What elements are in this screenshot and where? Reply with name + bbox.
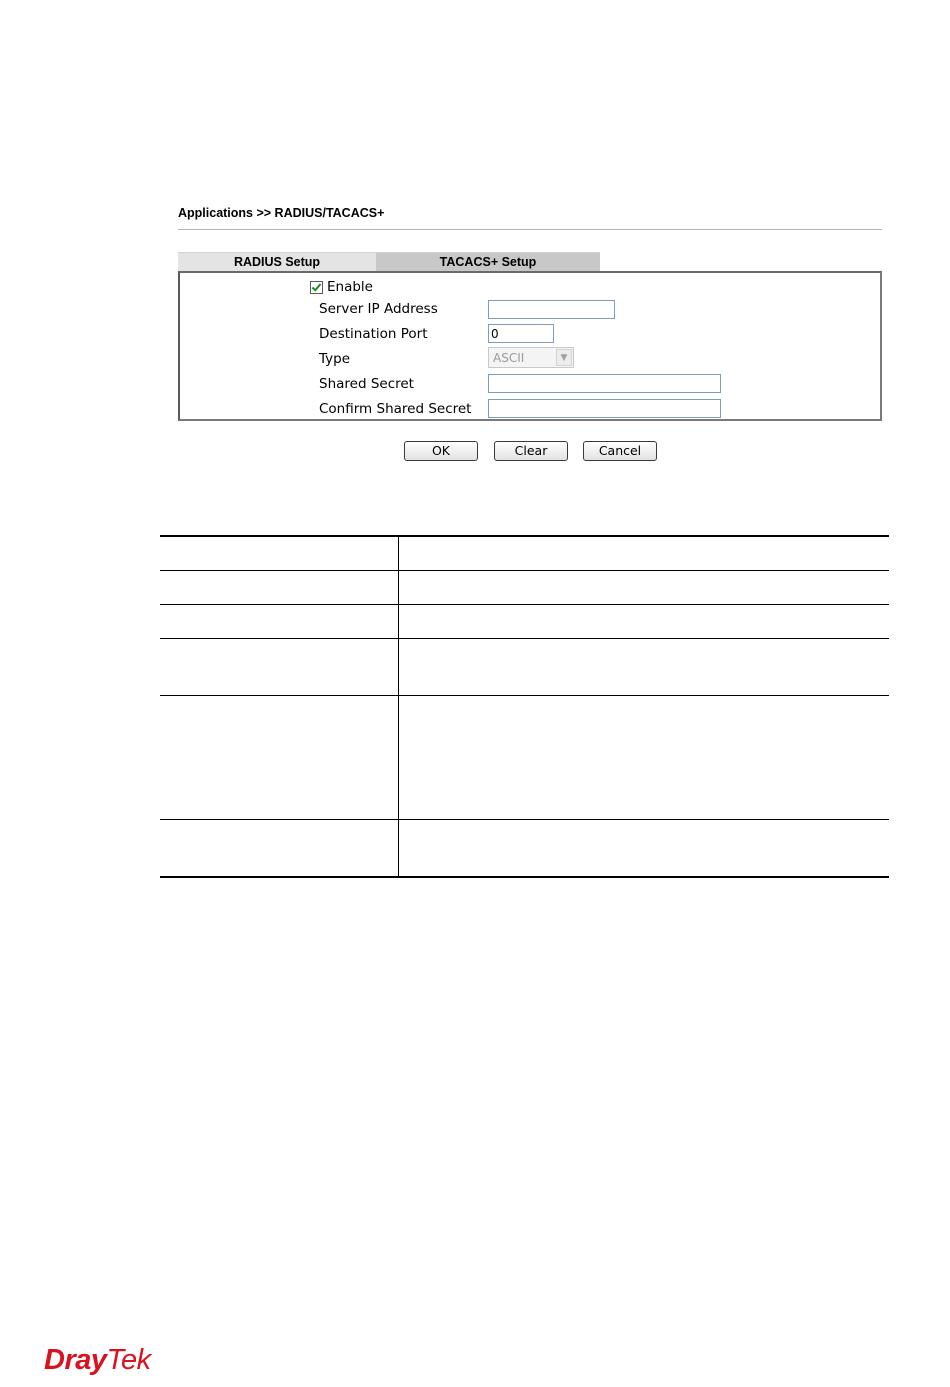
tab-radius-setup[interactable]: RADIUS Setup — [178, 252, 376, 271]
table-top-border — [160, 535, 889, 537]
enable-label: Enable — [327, 279, 373, 295]
table-column-divider — [398, 535, 399, 878]
cancel-button[interactable]: Cancel — [583, 441, 657, 461]
draytek-logo — [44, 1344, 151, 1377]
server-ip-input[interactable] — [488, 300, 615, 319]
table-row-divider — [160, 819, 889, 820]
header-divider — [178, 229, 882, 230]
clear-button[interactable]: Clear — [494, 441, 568, 461]
destination-port-input[interactable] — [488, 324, 554, 343]
table-row-divider — [160, 638, 889, 639]
table-row-divider — [160, 604, 889, 605]
confirm-shared-secret-input[interactable] — [488, 399, 721, 418]
type-select[interactable] — [488, 347, 574, 368]
table-row-divider — [160, 570, 889, 571]
tacacs-setup-panel — [178, 271, 882, 421]
server-ip-label: Server IP Address — [319, 301, 438, 317]
chevron-down-icon: ▼ — [556, 349, 572, 366]
enable-checkbox[interactable] — [310, 281, 323, 294]
ok-button[interactable]: OK — [404, 441, 478, 461]
type-select-value: ASCII — [493, 350, 525, 365]
breadcrumb: Applications >> RADIUS/TACACS+ — [178, 206, 385, 220]
shared-secret-input[interactable] — [488, 374, 721, 393]
destination-port-label: Destination Port — [319, 326, 428, 342]
enable-row — [310, 279, 373, 295]
shared-secret-label: Shared Secret — [319, 376, 414, 392]
table-bottom-border — [160, 876, 889, 878]
table-row-divider — [160, 695, 889, 696]
logo-text-tek: Tek — [106, 1344, 151, 1376]
logo-text-dray: Dray — [44, 1344, 107, 1376]
confirm-shared-secret-label: Confirm Shared Secret — [319, 401, 472, 417]
type-label: Type — [319, 351, 351, 367]
tab-tacacs-setup[interactable]: TACACS+ Setup — [376, 252, 600, 271]
